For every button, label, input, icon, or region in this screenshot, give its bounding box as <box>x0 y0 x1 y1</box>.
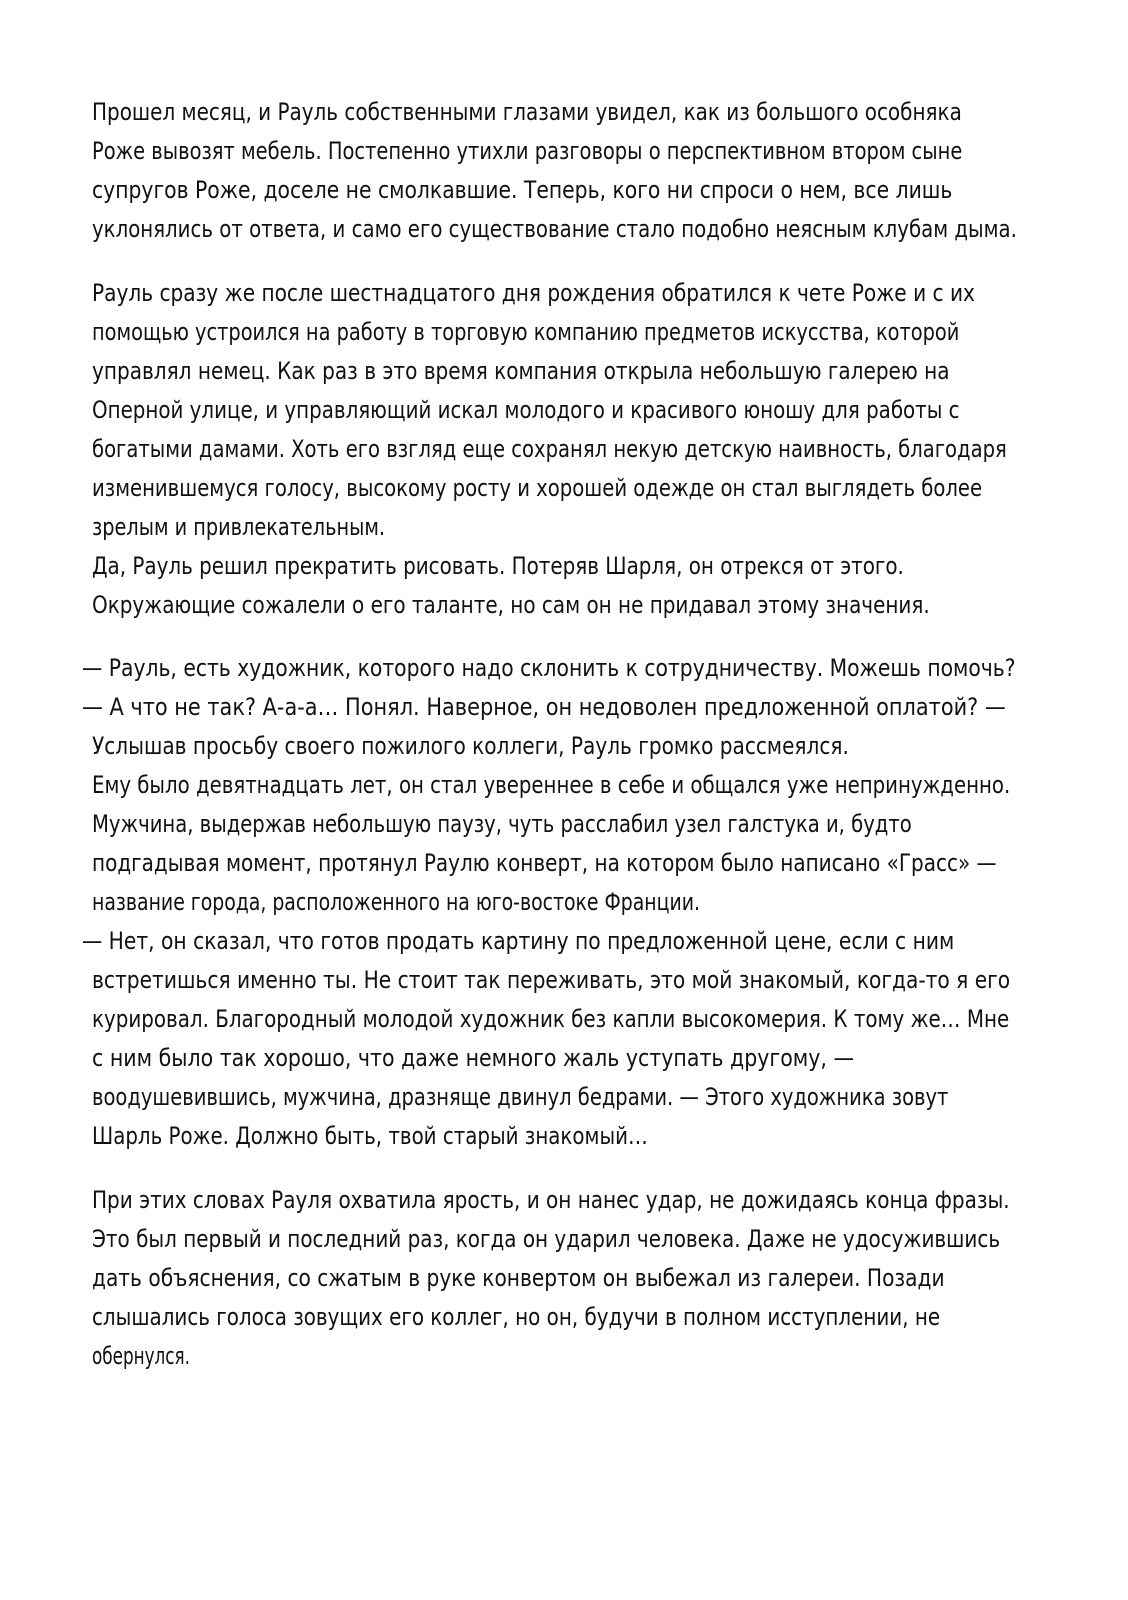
text-line: Ему было девятнадцать лет, он стал увереннее в себе и общался уже непринужденно. <box>92 771 1011 799</box>
text-line: Да, Рауль решил прекратить рисовать. Потеряв Шарля, он отрекся от этого. <box>92 552 904 580</box>
text-line: подгадывая момент, протянул Раулю конверт, на котором было написано «Грасс» — <box>92 849 997 877</box>
text-line: Шарль Роже. Должно быть, твой старый знакомый… <box>92 1122 648 1150</box>
text-line: супругов Роже, доселе не смолкавшие. Теперь, кого ни спроси о нем, все лишь <box>92 176 953 204</box>
text-line: с ним было так хорошо, что даже немного жаль уступать другому, — <box>92 1044 855 1072</box>
text-line: Мужчина, выдержав небольшую паузу, чуть расслабил узел галстука и, будто <box>92 810 912 838</box>
text-line: — Рауль, есть художник, которого надо склонить к сотрудничеству. Можешь помочь? <box>82 654 1016 682</box>
text-line: При этих словах Рауля охватила ярость, и он нанес удар, не дожидаясь конца фразы. <box>92 1186 1010 1214</box>
text-line: курировал. Благородный молодой художник без капли высокомерия. К тому же… Мне <box>92 1005 1010 1033</box>
text-line: обернулся. <box>92 1342 190 1370</box>
text-line: изменившемуся голосу, высокому росту и хорошей одежде он стал выглядеть более <box>92 474 983 502</box>
text-line: Прошел месяц, и Рауль собственными глазами увидел, как из большого особняка <box>92 98 962 126</box>
text-line: помощью устроился на работу в торговую компанию предметов искусства, которой <box>92 318 960 346</box>
text-line: зрелым и привлекательным. <box>92 513 386 541</box>
text-line: встретишься именно ты. Не стоит так переживать, это мой знакомый, когда-то я его <box>92 966 1011 994</box>
text-line: — А что не так? А-а-а… Понял. Наверное, он недоволен предложенной оплатой? — <box>82 693 1006 721</box>
text-line: слышались голоса зовущих его коллег, но он, будучи в полном исступлении, не <box>92 1303 941 1331</box>
text-line: название города, расположенного на юго-востоке Франции. <box>92 888 700 916</box>
text-line: Это был первый и последний раз, когда он ударил человека. Даже не удосужившись <box>92 1225 1001 1253</box>
text-line: богатыми дамами. Хоть его взгляд еще сохранял некую детскую наивность, благодаря <box>92 435 1007 463</box>
text-line: Оперной улице, и управляющий искал молодого и красивого юношу для работы с <box>92 396 960 424</box>
text-line: управлял немец. Как раз в это время компания открыла небольшую галерею на <box>92 357 950 385</box>
text-line: дать объяснения, со сжатым в руке конвертом он выбежал из галереи. Позади <box>92 1264 945 1292</box>
text-line: Рауль сразу же после шестнадцатого дня рождения обратился к чете Роже и с их <box>92 279 975 307</box>
text-line: воодушевившись, мужчина, дразняще двинул бедрами. — Этого художника зовут <box>92 1083 949 1111</box>
text-line: Роже вывозят мебель. Постепенно утихли разговоры о перспективном втором сыне <box>92 137 963 165</box>
text-line: Услышав просьбу своего пожилого коллеги, Рауль громко рассмеялся. <box>92 732 849 760</box>
text-line: уклонялись от ответа, и само его существование стало подобно неясным клубам дыма. <box>92 215 1017 243</box>
text-line: — Нет, он сказал, что готов продать картину по предложенной цене, если с ним <box>82 927 955 955</box>
text-line: Окружающие сожалели о его таланте, но сам он не придавал этому значения. <box>92 591 930 619</box>
